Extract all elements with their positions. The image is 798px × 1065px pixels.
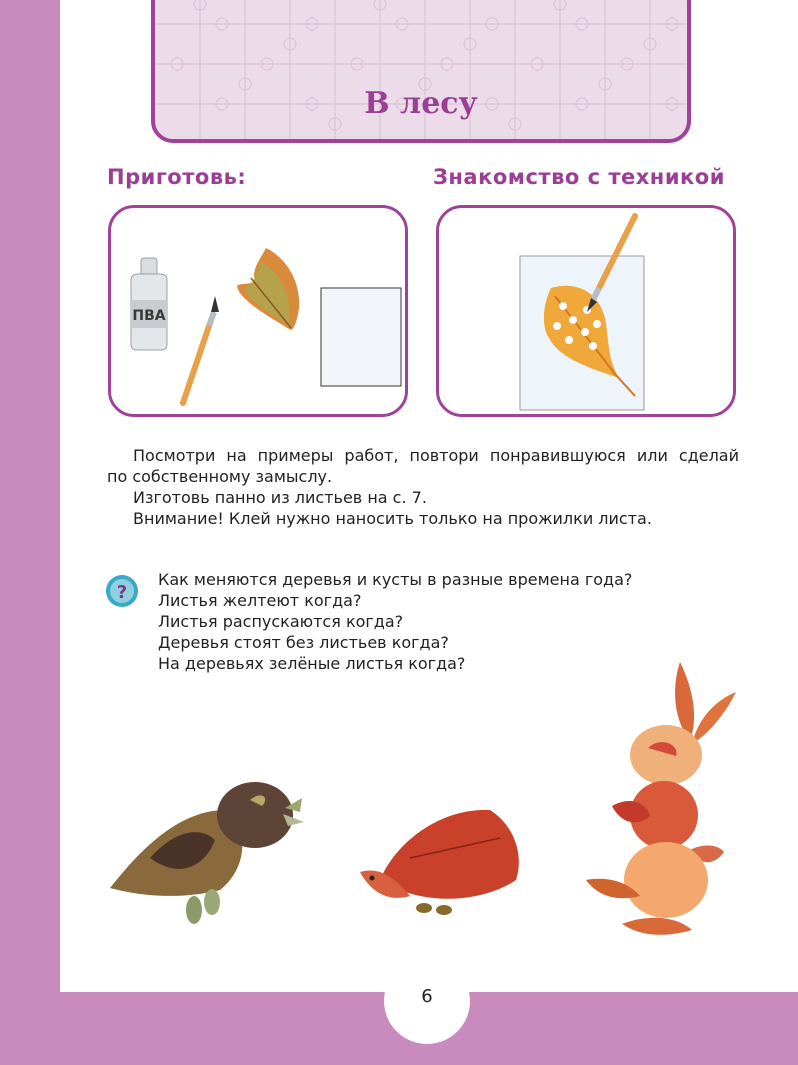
glue-label: ПВА (132, 308, 166, 324)
prepare-heading: Приготовь: (107, 165, 247, 189)
svg-text:?: ? (116, 582, 128, 603)
instruction-line-2: Изготовь панно из листьев на с. 7. (133, 488, 427, 507)
technique-heading: Знакомство с техникой (433, 165, 725, 189)
page-number: 6 (421, 986, 433, 1007)
leaf-hare-craft (586, 662, 736, 935)
instruction-line-1b: по собственному замыслу. (107, 467, 333, 486)
question-item: Листья распускаются когда? (158, 612, 404, 631)
page-title: В лесу (364, 86, 478, 121)
leaf-hedgehog-craft (360, 810, 519, 915)
leaf-bird-craft (110, 782, 304, 924)
question-item: Деревья стоят без листьев когда? (158, 633, 449, 652)
question-item: Как меняются деревья и кусты в разные времена года? (158, 570, 633, 589)
question-item: На деревьях зелёные листья когда? (158, 654, 466, 673)
instruction-line-1a: Посмотри на примеры работ, повтори понравившуюся или сделай (133, 446, 739, 465)
instruction-line-3: Внимание! Клей нужно наносить только на прожилки листа. (133, 509, 652, 528)
question-item: Листья желтеют когда? (158, 591, 362, 610)
